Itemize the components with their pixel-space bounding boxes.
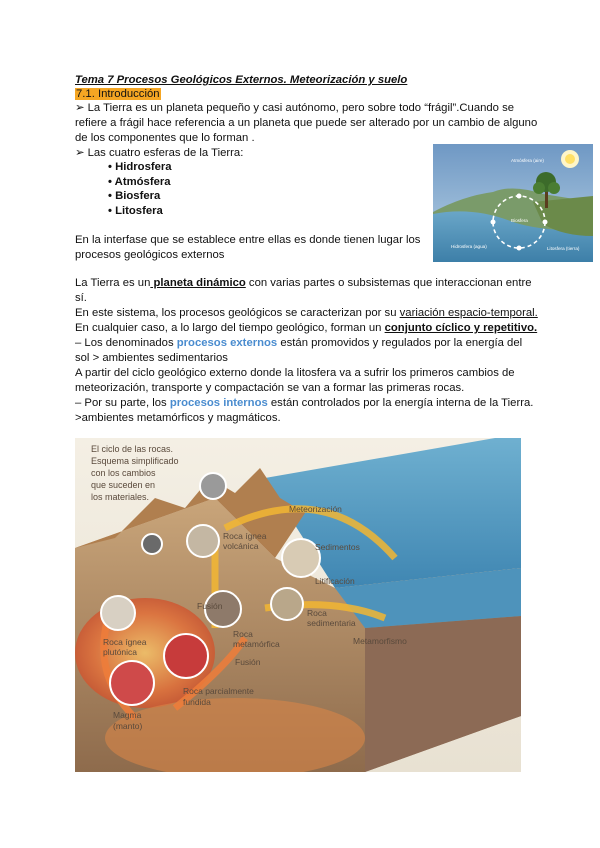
planeta-dinamico-term: planeta dinámico (150, 277, 246, 289)
intro-line-3: de los componentes que lo forman . (75, 132, 255, 144)
caption-line: con los cambios (91, 468, 156, 478)
interface-line-2: procesos geológicos externos (75, 249, 225, 261)
section-highlight: 7.1. Introducción (76, 88, 160, 100)
body-line-2: sí. (75, 292, 87, 304)
label-metamorfismo: Metamorfismo (353, 636, 407, 646)
conjunto-ciclico-term: conjunto cíclico y repetitivo. (384, 322, 538, 334)
earth-spheres-figure (433, 144, 593, 262)
body-text: – Por su parte, los (75, 397, 170, 409)
body-text: En cualquier caso, a lo largo del tiempo geológico, forman un (75, 322, 385, 334)
label-roca-metamorfica: metamórfica (233, 639, 280, 649)
sphere-label-hidrosfera: Hidrosfera (agua) (451, 244, 487, 249)
rock-sample-volcanic-small (142, 534, 162, 554)
caption-line: Esquema simplificado (91, 456, 179, 466)
body-line-8: meteorización, transporte y compactación se van a formar las primeras rocas. (75, 382, 465, 394)
rock-sample-magma (110, 661, 154, 705)
rock-sample-top (200, 473, 226, 499)
sphere-item: • Litosfera (108, 205, 163, 217)
variacion-term: variación espacio-temporal. (399, 307, 538, 319)
label-litificacion: Litificación (315, 576, 355, 586)
body-text: La Tierra es un (75, 277, 151, 289)
cycle-node (517, 246, 522, 251)
procesos-externos-term: procesos externos (176, 337, 278, 349)
rock-sample-plutonic (101, 596, 135, 630)
body-line-7: A partir del ciclo geológico externo donde la litosfera va a sufrir los primeros cambios de (75, 367, 515, 379)
sun-core (565, 154, 575, 164)
body-line-6: sol > ambientes sedimentarios (75, 352, 228, 364)
body-line-10: >ambientes metamórficos y magmáticos. (75, 412, 281, 424)
body-text: están controlados por la energía interna de la Tierra. (267, 397, 534, 409)
spheres-lead: ➢ Las cuatro esferas de la Tierra: (75, 147, 244, 159)
body-text: En este sistema, los procesos geológicos se caracterizan por su (75, 307, 400, 319)
label-fusion-1: Fusión (197, 601, 223, 611)
cycle-node (517, 194, 522, 199)
intro-line-1: ➢ La Tierra es un planeta pequeño y casi autónomo, pero sobre todo “frágil”.Cuando se (75, 102, 515, 114)
body-text: con varias partes o subsistemas que interaccionan entre (245, 277, 532, 289)
sphere-label-atmosfera: Atmósfera (aire) (511, 158, 544, 163)
rock-sample-melt (164, 634, 208, 678)
sphere-item: • Hidrosfera (108, 161, 172, 173)
caption-line: El ciclo de las rocas. (91, 444, 174, 454)
sphere-label-biosfera: Biosfera (511, 218, 528, 223)
label-roca-ignea-plutonica: plutónica (103, 647, 138, 657)
sphere-label-litosfera: Litosfera (tierra) (547, 246, 580, 251)
label-meteorizacion: Meteorización (289, 504, 342, 514)
rock-cycle-figure (75, 438, 521, 772)
document-title: Tema 7 Procesos Geológicos Externos. Meteorización y suelo (75, 74, 408, 86)
cycle-node (543, 220, 548, 225)
label-roca-sedimentaria: Roca (307, 608, 327, 618)
label-roca-fundida: Roca parcialmente (183, 686, 254, 696)
label-fusion-2: Fusión (235, 657, 261, 667)
label-magma: Magma (113, 710, 142, 720)
label-roca-sedimentaria: sedimentaria (307, 618, 356, 628)
sphere-item: • Biosfera (108, 190, 161, 202)
caption-line: que suceden en (91, 480, 156, 490)
label-sedimentos: Sedimentos (315, 542, 360, 552)
cycle-node (491, 220, 496, 225)
section-heading (75, 87, 161, 102)
tree-crown (533, 182, 545, 194)
label-roca-fundida: fundida (183, 697, 211, 707)
tree-crown (548, 182, 560, 194)
body-line-5 (75, 336, 522, 351)
body-text: – Los denominados (75, 337, 177, 349)
procesos-internos-term: procesos internos (169, 397, 268, 409)
label-roca-ignea-volcanica: Roca ígnea (223, 531, 267, 541)
body-line-1 (75, 276, 532, 291)
body-line-4 (75, 321, 537, 336)
rock-sample-volcanic (187, 525, 219, 557)
caption-line: los materiales. (91, 492, 150, 502)
body-line-9 (75, 396, 533, 411)
label-roca-metamorfica: Roca (233, 629, 253, 639)
interface-line-1: En la interfase que se establece entre ellas es donde tienen lugar los (75, 234, 421, 246)
body-line-3 (75, 306, 538, 321)
intro-line-2: refiere a frágil hace referencia a un planeta que puede ser alterado por un cambio de alguno (75, 117, 538, 129)
label-roca-ignea-plutonica: Roca ígnea (103, 637, 147, 647)
label-roca-ignea-volcanica: volcánica (223, 541, 259, 551)
body-text: están promovidos y regulados por la energía del (277, 337, 523, 349)
rock-sample-sedimentary (271, 588, 303, 620)
sphere-item: • Atmósfera (108, 176, 171, 188)
label-magma: (manto) (113, 721, 143, 731)
